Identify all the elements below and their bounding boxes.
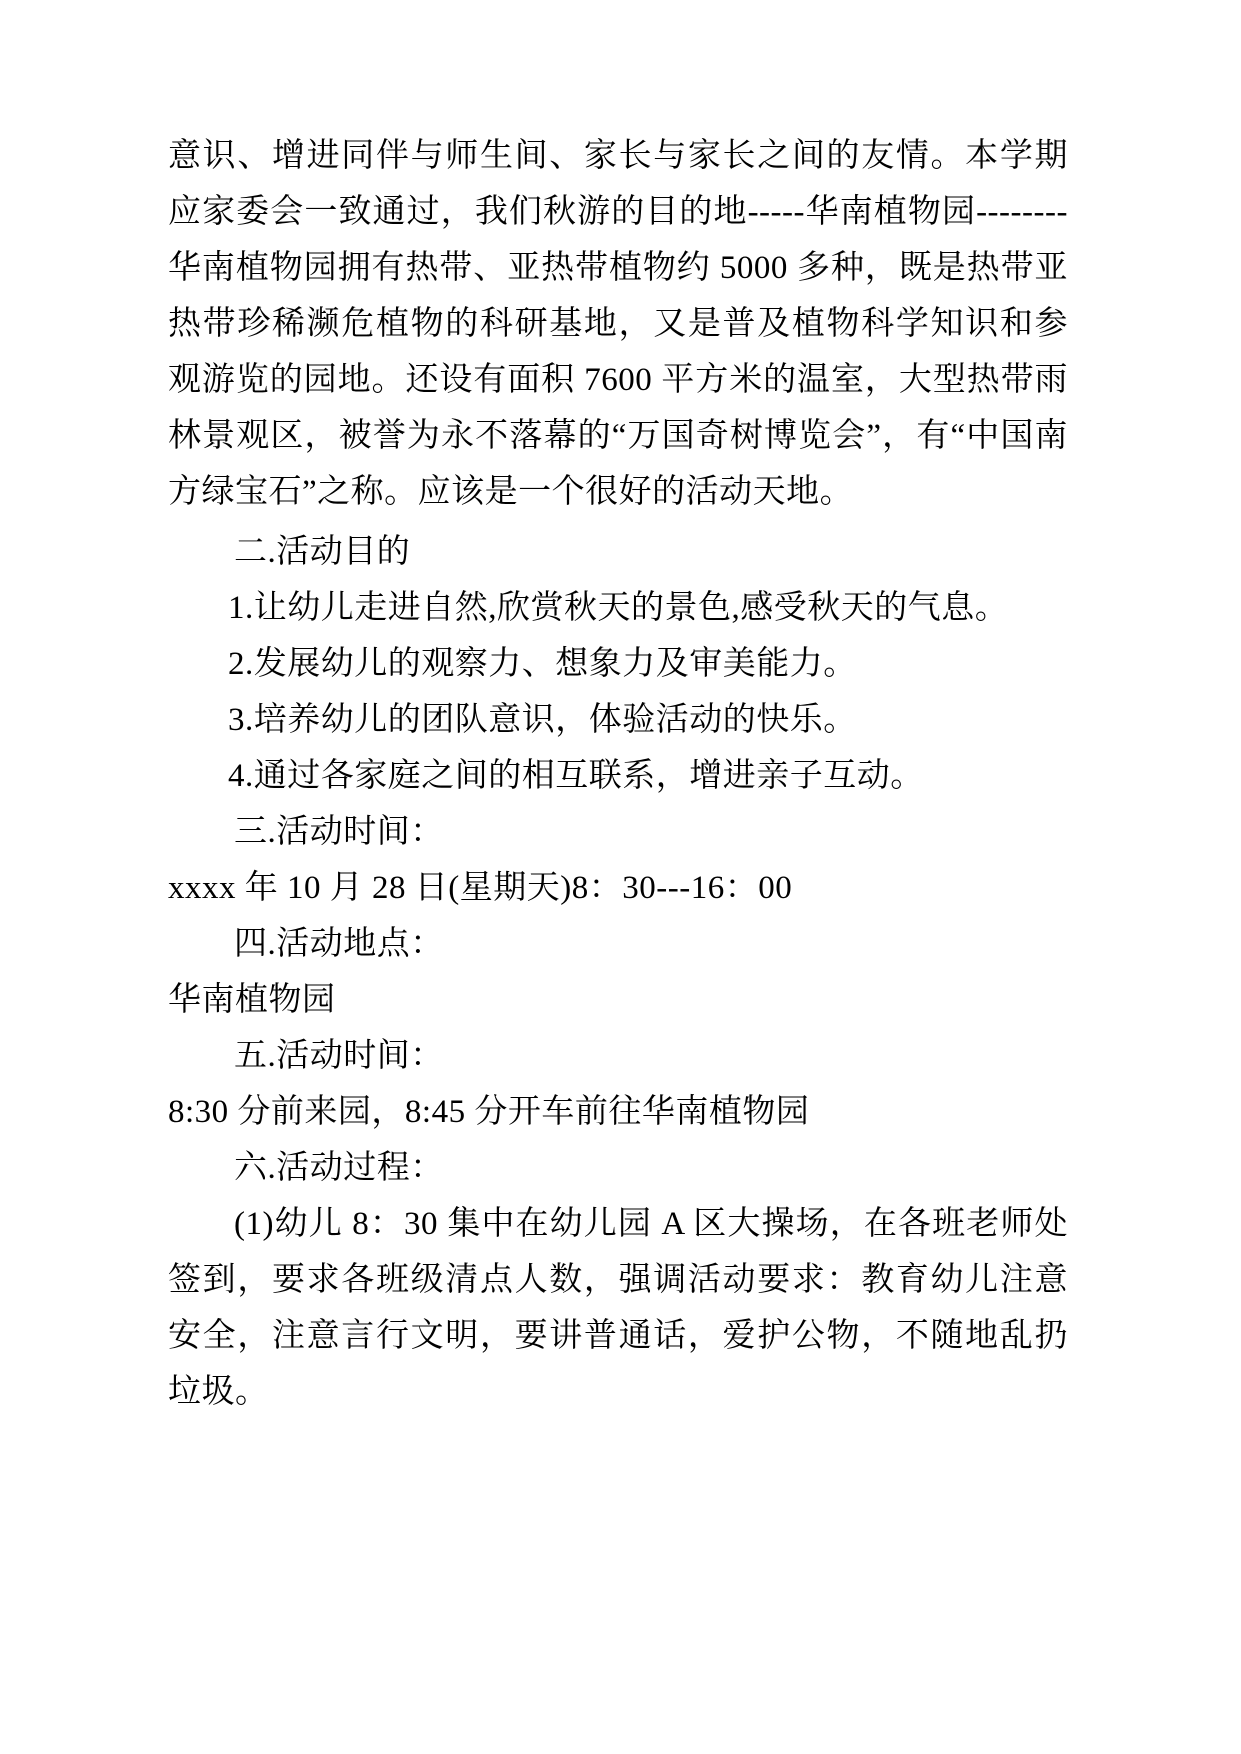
section-heading-activity-location: 四.活动地点： [234, 926, 444, 962]
list-item-purpose-2: 2.发展幼儿的观察力、想象力及审美能力。 [228, 646, 857, 682]
section-heading-activity-purpose: 二.活动目的 [234, 534, 411, 570]
activity-date-value: xxxx 年 10 月 28 日(星期天)8：30---16：00 [168, 870, 793, 906]
list-item-purpose-3: 3.培养幼儿的团队意识，体验活动的快乐。 [228, 702, 857, 738]
process-paragraph-1: (1)幼儿 8：30 集中在幼儿园 A 区大操场，在各班老师处签到，要求各班级清点人数，强调活动要求：教育幼儿注意安全，注意言行文明，要讲普通话，爱护公物，不随地乱扔垃圾。 [168, 1206, 1068, 1410]
activity-location-value: 华南植物园 [168, 982, 336, 1018]
section-heading-activity-process: 六.活动过程： [234, 1150, 444, 1186]
section-heading-activity-date: 三.活动时间： [234, 814, 444, 850]
section-heading-activity-time: 五.活动时间： [234, 1038, 444, 1074]
opening-paragraph: 意识、增进同伴与师生间、家长与家长之间的友情。本学期应家委会一致通过，我们秋游的目的地-----华南植物园--------华南植物园拥有热带、亚热带植物约 5000 多种，既是热带亚热带珍稀濒危植物的科研基地，又是普及植物科学知识和参观游览的园地。还设有面积 7600 平方米的温室，大型热带雨林景观区，被誉为永不落幕的“万国奇树博览会”，有“中国南方绿宝石”之称。应该是一个很好的活动天地。 [168, 138, 1068, 510]
activity-time-value: 8:30 分前来园，8:45 分开车前往华南植物园 [168, 1094, 810, 1130]
list-item-purpose-4: 4.通过各家庭之间的相互联系，增进亲子互动。 [228, 758, 924, 794]
document-body [168, 128, 1068, 1420]
list-item-purpose-1: 1.让幼儿走进自然,欣赏秋天的景色,感受秋天的气息。 [228, 590, 1009, 626]
